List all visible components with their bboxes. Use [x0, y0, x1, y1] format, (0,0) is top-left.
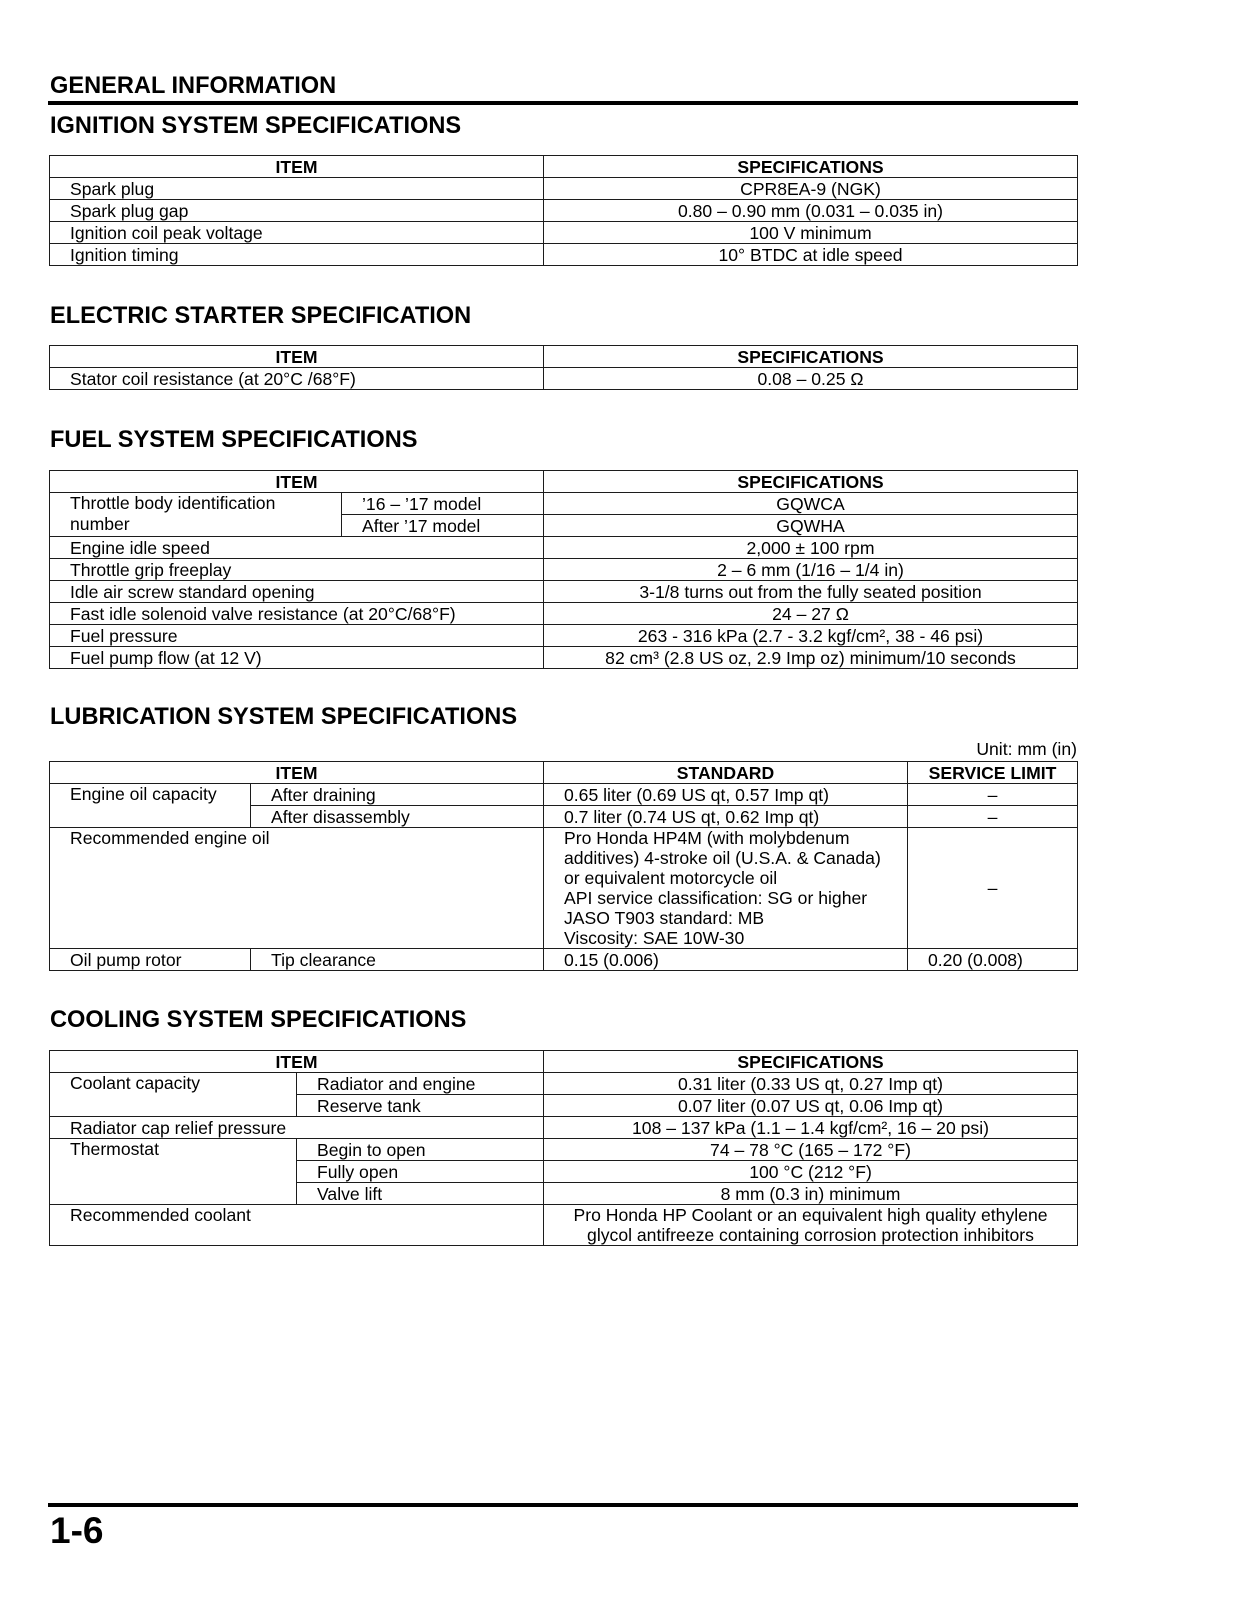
table-row: [50, 222, 1078, 244]
spec-cell: GQWCA: [544, 493, 1078, 515]
spec-cell: 2,000 ± 100 rpm: [544, 537, 1078, 559]
spec-cell: GQWHA: [544, 515, 1078, 537]
spec-cell: 0.08 – 0.25 Ω: [544, 368, 1078, 390]
cooling-title: COOLING SYSTEM SPECIFICATIONS: [50, 1007, 467, 1033]
spec-cell: 82 cm³ (2.8 US oz, 2.9 Imp oz) minimum/10 seconds: [544, 647, 1078, 669]
item-cell: Thermostat: [50, 1139, 297, 1205]
sub-item-cell: ’16 – ’17 model: [342, 493, 544, 515]
item-cell: Recommended coolant: [50, 1205, 544, 1246]
table-row: [50, 828, 1078, 949]
spec-cell: 263 - 316 kPa (2.7 - 3.2 kgf/cm², 38 - 46 psi): [544, 625, 1078, 647]
sub-item-cell: Valve lift: [297, 1183, 544, 1205]
lubrication-spec-table: [49, 761, 1078, 971]
lubrication-title: LUBRICATION SYSTEM SPECIFICATIONS: [50, 704, 518, 730]
table-row: [50, 559, 1078, 581]
page-number: 1-6: [50, 1510, 104, 1551]
ignition-spec-table: [49, 155, 1078, 266]
service-limit-cell: –: [908, 806, 1078, 828]
unit-note: Unit: mm (in): [976, 739, 1077, 759]
column-header-item: ITEM: [50, 471, 544, 493]
spec-cell: 108 – 137 kPa (1.1 – 1.4 kgf/cm², 16 – 20 psi): [544, 1117, 1078, 1139]
spec-cell: [544, 1205, 1078, 1246]
sub-item-cell: Fully open: [297, 1161, 544, 1183]
footer-rule: [48, 1503, 1078, 1507]
item-cell: Engine idle speed: [50, 537, 544, 559]
service-limit-cell: 0.20 (0.008): [908, 949, 1078, 971]
item-cell: Fuel pressure: [50, 625, 544, 647]
spec-cell: CPR8EA-9 (NGK): [544, 178, 1078, 200]
item-cell: Recommended engine oil: [50, 828, 544, 949]
item-cell: Spark plug: [50, 178, 544, 200]
table-row: [50, 1205, 1078, 1246]
standard-cell: 0.15 (0.006): [544, 949, 908, 971]
cooling-spec-table: [49, 1050, 1078, 1246]
item-cell: Engine oil capacity: [50, 784, 251, 828]
spec-cell: 3-1/8 turns out from the fully seated position: [544, 581, 1078, 603]
column-header-specifications: SPECIFICATIONS: [544, 156, 1078, 178]
service-limit-cell: –: [908, 828, 1078, 949]
spec-cell: 100 V minimum: [544, 222, 1078, 244]
table-row: [50, 603, 1078, 625]
table-row: [50, 1117, 1078, 1139]
sub-item-cell: Tip clearance: [251, 949, 544, 971]
standard-line: API service classification: SG or higher: [564, 888, 868, 908]
spec-cell: 0.31 liter (0.33 US qt, 0.27 Imp qt): [544, 1073, 1078, 1095]
column-header-item: ITEM: [50, 762, 544, 784]
item-cell: Radiator cap relief pressure: [50, 1117, 544, 1139]
table-row: [50, 1139, 1078, 1161]
table-row: [50, 244, 1078, 266]
column-header-service-limit: SERVICE LIMIT: [908, 762, 1078, 784]
item-cell: Fuel pump flow (at 12 V): [50, 647, 544, 669]
spec-cell: 10° BTDC at idle speed: [544, 244, 1078, 266]
item-cell: Throttle body identification number: [50, 493, 342, 537]
standard-line: JASO T903 standard: MB: [564, 908, 765, 928]
table-header-row: [50, 156, 1078, 178]
item-cell: Idle air screw standard opening: [50, 581, 544, 603]
spec-cell: 0.07 liter (0.07 US qt, 0.06 Imp qt): [544, 1095, 1078, 1117]
column-header-item: ITEM: [50, 156, 544, 178]
fuel-title: FUEL SYSTEM SPECIFICATIONS: [50, 427, 418, 453]
table-row: [50, 493, 1078, 515]
service-limit-cell: –: [908, 784, 1078, 806]
table-row: [50, 581, 1078, 603]
sub-item-cell: Reserve tank: [297, 1095, 544, 1117]
table-row: [50, 178, 1078, 200]
standard-cell: 0.65 liter (0.69 US qt, 0.57 Imp qt): [544, 784, 908, 806]
spec-line: Pro Honda HP Coolant or an equivalent high quality ethylene: [573, 1205, 1048, 1225]
item-cell: Stator coil resistance (at 20°C /68°F): [50, 368, 544, 390]
item-cell: Coolant capacity: [50, 1073, 297, 1117]
column-header-specifications: SPECIFICATIONS: [544, 346, 1078, 368]
table-header-row: [50, 762, 1078, 784]
table-header-row: [50, 471, 1078, 493]
spec-cell: 100 °C (212 °F): [544, 1161, 1078, 1183]
table-header-row: [50, 346, 1078, 368]
table-row: [50, 784, 1078, 806]
sub-item-cell: Radiator and engine: [297, 1073, 544, 1095]
standard-cell: [544, 828, 908, 949]
spec-cell: 2 – 6 mm (1/16 – 1/4 in): [544, 559, 1078, 581]
table-row: [50, 368, 1078, 390]
item-cell: Throttle grip freeplay: [50, 559, 544, 581]
item-cell: Ignition timing: [50, 244, 544, 266]
spec-cell: 8 mm (0.3 in) minimum: [544, 1183, 1078, 1205]
table-header-row: [50, 1051, 1078, 1073]
table-row: [50, 625, 1078, 647]
standard-line: Pro Honda HP4M (with molybdenum: [564, 828, 850, 848]
header-rule: [48, 101, 1078, 105]
table-row: [50, 200, 1078, 222]
spec-line: glycol antifreeze containing corrosion protection inhibitors: [587, 1225, 1034, 1245]
column-header-item: ITEM: [50, 346, 544, 368]
starter-spec-table: [49, 345, 1078, 390]
column-header-standard: STANDARD: [544, 762, 908, 784]
table-row: [50, 647, 1078, 669]
table-row: [50, 1073, 1078, 1095]
spec-cell: 74 – 78 °C (165 – 172 °F): [544, 1139, 1078, 1161]
item-cell: Fast idle solenoid valve resistance (at 20°C/68°F): [50, 603, 544, 625]
sub-item-cell: After disassembly: [251, 806, 544, 828]
sub-item-cell: Begin to open: [297, 1139, 544, 1161]
fuel-spec-table: [49, 470, 1078, 669]
sub-item-cell: After draining: [251, 784, 544, 806]
section-header: GENERAL INFORMATION: [50, 73, 337, 99]
column-header-specifications: SPECIFICATIONS: [544, 471, 1078, 493]
column-header-specifications: SPECIFICATIONS: [544, 1051, 1078, 1073]
starter-title: ELECTRIC STARTER SPECIFICATION: [50, 303, 472, 329]
standard-line: additives) 4-stroke oil (U.S.A. & Canada): [564, 848, 881, 868]
spec-cell: 24 – 27 Ω: [544, 603, 1078, 625]
standard-cell: 0.7 liter (0.74 US qt, 0.62 Imp qt): [544, 806, 908, 828]
item-cell: Spark plug gap: [50, 200, 544, 222]
item-cell: Oil pump rotor: [50, 949, 251, 971]
column-header-item: ITEM: [50, 1051, 544, 1073]
ignition-title: IGNITION SYSTEM SPECIFICATIONS: [50, 113, 462, 139]
item-cell: Ignition coil peak voltage: [50, 222, 544, 244]
table-row: [50, 949, 1078, 971]
spec-cell: 0.80 – 0.90 mm (0.031 – 0.035 in): [544, 200, 1078, 222]
table-row: [50, 537, 1078, 559]
standard-line: or equivalent motorcycle oil: [564, 868, 778, 888]
standard-line: Viscosity: SAE 10W-30: [564, 928, 745, 948]
sub-item-cell: After ’17 model: [342, 515, 544, 537]
